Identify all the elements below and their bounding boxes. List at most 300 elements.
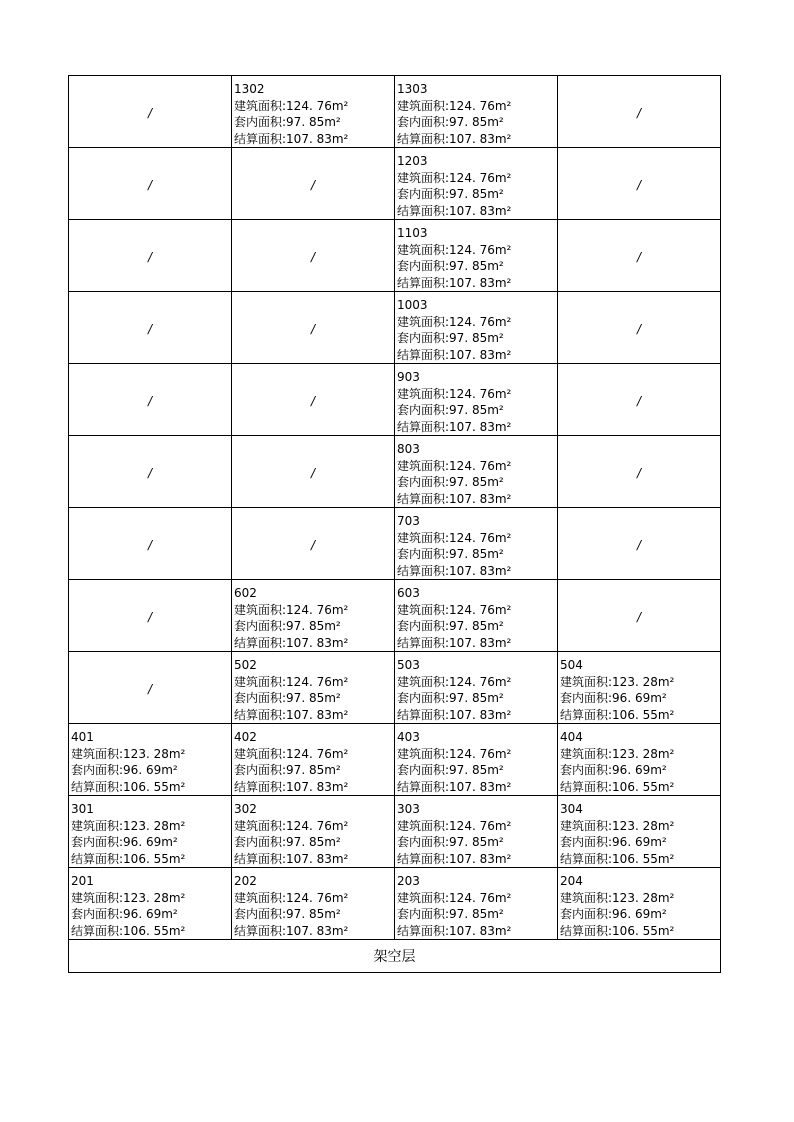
inner-area-value: 97. 85m² [449,331,504,345]
inner-area-value: 96. 69m² [612,763,667,777]
building-area-label: 建筑面积: [397,314,450,329]
inner-area-value: 97. 85m² [449,907,504,921]
settlement-area-label: 结算面积: [71,779,124,794]
building-area-label: 建筑面积: [71,890,124,905]
unit-number: 503 [397,658,420,672]
building-area-line [234,818,394,835]
unit-cell [395,652,558,724]
settlement-area-line [560,923,720,940]
building-area-label: 建筑面积: [560,746,613,761]
empty-cell [558,508,721,580]
settlement-area-value: 107. 83m² [449,923,512,938]
building-area-line [397,242,557,259]
unit-info [397,292,557,363]
inner-area-value: 97. 85m² [286,691,341,705]
settlement-area-line [397,491,557,508]
inner-area-label: 套内面积: [234,115,287,129]
table-row [69,364,721,436]
settlement-area-label: 结算面积: [397,419,450,434]
unit-number: 903 [397,370,420,384]
inner-area-label: 套内面积: [71,835,124,849]
empty-mark: / [310,250,316,264]
unit-cell [395,292,558,364]
building-area-label: 建筑面积: [560,818,613,833]
settlement-area-label: 结算面积: [234,923,287,938]
table-row [69,580,721,652]
inner-area-line [234,690,394,707]
settlement-area-label: 结算面积: [71,851,124,866]
empty-cell [232,508,395,580]
settlement-area-line [560,707,720,724]
settlement-area-line [234,131,394,148]
unit-info [560,868,720,939]
settlement-area-line [397,779,557,796]
settlement-area-value: 107. 83m² [286,851,349,866]
inner-area-value: 97. 85m² [449,547,504,561]
table-row [69,724,721,796]
unit-cell [395,724,558,796]
empty-mark: / [147,250,153,264]
inner-area-line [397,258,557,275]
settlement-area-line [397,563,557,580]
inner-area-value: 96. 69m² [123,907,178,921]
building-area-label: 建筑面积: [234,818,287,833]
settlement-area-value: 107. 83m² [449,275,512,290]
empty-cell [69,364,232,436]
inner-area-value: 97. 85m² [286,907,341,921]
inner-area-value: 96. 69m² [123,835,178,849]
inner-area-label: 套内面积: [397,259,450,273]
settlement-area-line [397,203,557,220]
unit-info [397,220,557,291]
inner-area-label: 套内面积: [397,907,450,921]
empty-mark: / [147,322,153,336]
unit-info [234,868,394,939]
building-area-label: 建筑面积: [397,530,450,545]
empty-cell [69,436,232,508]
inner-area-label: 套内面积: [397,619,450,633]
empty-cell [558,220,721,292]
table-row [69,148,721,220]
inner-area-value: 97. 85m² [449,115,504,129]
settlement-area-value: 107. 83m² [449,707,512,722]
settlement-area-line [397,923,557,940]
unit-cell [232,724,395,796]
inner-area-value: 97. 85m² [449,259,504,273]
unit-number: 1003 [397,298,428,312]
building-area-value: 123. 28m² [612,674,675,689]
empty-mark: / [636,610,642,624]
settlement-area-label: 结算面积: [397,131,450,146]
settlement-area-value: 106. 55m² [612,851,675,866]
empty-cell [232,148,395,220]
unit-info [397,652,557,723]
empty-cell [69,220,232,292]
empty-cell [69,652,232,724]
unit-cell [69,796,232,868]
inner-area-line [71,906,231,923]
inner-area-line [397,402,557,419]
settlement-area-line [397,131,557,148]
settlement-area-line [71,923,231,940]
inner-area-line [560,762,720,779]
settlement-area-line [560,851,720,868]
unit-cell [558,796,721,868]
building-area-line [71,890,231,907]
settlement-area-label: 结算面积: [560,923,613,938]
inner-area-line [234,906,394,923]
unit-cell [558,652,721,724]
settlement-area-value: 106. 55m² [123,851,186,866]
building-area-value: 124. 76m² [449,530,512,545]
empty-mark: / [636,250,642,264]
inner-area-label: 套内面积: [71,907,124,921]
unit-number: 803 [397,442,420,456]
unit-cell [395,436,558,508]
settlement-area-value: 107. 83m² [449,635,512,650]
inner-area-line [397,618,557,635]
unit-cell [395,364,558,436]
settlement-area-value: 106. 55m² [123,779,186,794]
empty-cell [558,76,721,148]
building-area-value: 124. 76m² [449,242,512,257]
settlement-area-line [397,707,557,724]
inner-area-label: 套内面积: [397,187,450,201]
table-row [69,436,721,508]
settlement-area-value: 106. 55m² [123,923,186,938]
unit-number: 401 [71,730,94,744]
inner-area-label: 套内面积: [397,835,450,849]
empty-mark: / [147,106,153,120]
settlement-area-line [397,347,557,364]
inner-area-label: 套内面积: [71,763,124,777]
unit-cell [69,868,232,940]
building-area-value: 124. 76m² [286,818,349,833]
table-row [69,76,721,148]
settlement-area-line [397,635,557,652]
inner-area-line [234,618,394,635]
inner-area-label: 套内面积: [234,763,287,777]
empty-cell [558,292,721,364]
unit-info [234,76,394,147]
inner-area-label: 套内面积: [560,763,613,777]
inner-area-label: 套内面积: [560,835,613,849]
inner-area-label: 套内面积: [234,691,287,705]
inner-area-value: 97. 85m² [286,835,341,849]
empty-mark: / [147,610,153,624]
settlement-area-label: 结算面积: [234,851,287,866]
table-row [69,508,721,580]
inner-area-label: 套内面积: [397,331,450,345]
inner-area-value: 97. 85m² [449,187,504,201]
floor-area-table [68,75,721,973]
settlement-area-value: 107. 83m² [449,851,512,866]
building-area-value: 124. 76m² [449,170,512,185]
building-area-value: 124. 76m² [449,674,512,689]
table-row [69,292,721,364]
settlement-area-label: 结算面积: [71,923,124,938]
inner-area-line [560,906,720,923]
unit-cell [395,796,558,868]
inner-area-line [397,546,557,563]
empty-mark: / [147,466,153,480]
unit-cell [232,796,395,868]
empty-mark: / [636,538,642,552]
building-area-line [560,674,720,691]
unit-info [397,76,557,147]
empty-mark: / [310,178,316,192]
building-area-line [234,890,394,907]
empty-mark: / [636,466,642,480]
settlement-area-label: 结算面积: [234,707,287,722]
settlement-area-value: 107. 83m² [286,923,349,938]
empty-mark: / [636,394,642,408]
building-area-label: 建筑面积: [234,890,287,905]
table-row [69,220,721,292]
inner-area-line [560,690,720,707]
building-area-value: 123. 28m² [123,890,186,905]
empty-mark: / [310,394,316,408]
settlement-area-value: 107. 83m² [286,635,349,650]
unit-number: 403 [397,730,420,744]
empty-mark: / [147,538,153,552]
building-area-label: 建筑面积: [234,746,287,761]
settlement-area-value: 107. 83m² [286,779,349,794]
settlement-area-label: 结算面积: [560,851,613,866]
settlement-area-value: 106. 55m² [612,707,675,722]
building-area-value: 124. 76m² [449,818,512,833]
unit-info [560,796,720,867]
inner-area-label: 套内面积: [397,403,450,417]
empty-mark: / [310,538,316,552]
unit-cell [395,148,558,220]
building-area-label: 建筑面积: [397,386,450,401]
empty-cell [232,220,395,292]
inner-area-label: 套内面积: [397,115,450,129]
building-area-label: 建筑面积: [397,242,450,257]
building-area-value: 123. 28m² [612,746,675,761]
unit-info [71,724,231,795]
settlement-area-label: 结算面积: [397,203,450,218]
unit-info [397,868,557,939]
empty-mark: / [636,178,642,192]
building-area-value: 124. 76m² [449,98,512,113]
building-area-value: 123. 28m² [123,818,186,833]
empty-cell [558,436,721,508]
building-area-line [397,98,557,115]
unit-number: 204 [560,874,583,888]
settlement-area-line [71,851,231,868]
building-area-line [71,746,231,763]
building-area-value: 123. 28m² [612,818,675,833]
building-area-line [397,746,557,763]
empty-mark: / [310,466,316,480]
inner-area-line [397,186,557,203]
table-row [69,652,721,724]
settlement-area-value: 107. 83m² [286,707,349,722]
building-area-value: 124. 76m² [286,746,349,761]
settlement-area-value: 107. 83m² [286,131,349,146]
unit-info [397,148,557,219]
inner-area-label: 套内面积: [560,907,613,921]
inner-area-label: 套内面积: [397,475,450,489]
unit-cell [395,508,558,580]
building-area-label: 建筑面积: [397,458,450,473]
unit-cell [558,868,721,940]
building-area-line [397,530,557,547]
unit-number: 504 [560,658,583,672]
inner-area-label: 套内面积: [397,691,450,705]
unit-number: 502 [234,658,257,672]
building-area-line [397,458,557,475]
empty-cell [232,292,395,364]
settlement-area-label: 结算面积: [397,491,450,506]
inner-area-value: 97. 85m² [449,403,504,417]
unit-info [397,724,557,795]
settlement-area-label: 结算面积: [234,131,287,146]
table-row [69,796,721,868]
building-area-value: 123. 28m² [612,890,675,905]
building-area-label: 建筑面积: [71,818,124,833]
inner-area-value: 96. 69m² [612,835,667,849]
building-area-label: 建筑面积: [397,818,450,833]
unit-info [234,580,394,651]
settlement-area-value: 107. 83m² [449,347,512,362]
unit-number: 602 [234,586,257,600]
inner-area-line [71,762,231,779]
unit-cell [232,76,395,148]
settlement-area-line [397,275,557,292]
unit-number: 302 [234,802,257,816]
inner-area-value: 97. 85m² [449,835,504,849]
footer-row [69,940,721,973]
unit-info [397,364,557,435]
inner-area-line [234,834,394,851]
empty-cell [69,148,232,220]
building-area-value: 124. 76m² [449,746,512,761]
building-area-label: 建筑面积: [234,98,287,113]
unit-number: 402 [234,730,257,744]
settlement-area-line [234,707,394,724]
settlement-area-label: 结算面积: [234,635,287,650]
building-area-line [234,674,394,691]
building-area-value: 124. 76m² [286,98,349,113]
settlement-area-value: 107. 83m² [449,419,512,434]
building-area-value: 124. 76m² [286,674,349,689]
building-area-line [397,674,557,691]
settlement-area-line [397,851,557,868]
building-area-label: 建筑面积: [234,674,287,689]
settlement-area-label: 结算面积: [397,707,450,722]
inner-area-line [234,762,394,779]
building-area-label: 建筑面积: [71,746,124,761]
unit-info [71,796,231,867]
unit-number: 703 [397,514,420,528]
settlement-area-label: 结算面积: [397,275,450,290]
unit-number: 404 [560,730,583,744]
empty-mark: / [636,322,642,336]
building-area-value: 124. 76m² [449,890,512,905]
building-area-label: 建筑面积: [560,890,613,905]
inner-area-line [397,906,557,923]
building-area-label: 建筑面积: [397,170,450,185]
settlement-area-label: 结算面积: [560,707,613,722]
unit-info [397,580,557,651]
unit-cell [232,868,395,940]
building-area-label: 建筑面积: [397,674,450,689]
inner-area-value: 97. 85m² [449,691,504,705]
inner-area-label: 套内面积: [234,907,287,921]
inner-area-label: 套内面积: [397,547,450,561]
building-area-line [234,98,394,115]
building-area-line [560,890,720,907]
empty-mark: / [147,178,153,192]
unit-cell [395,76,558,148]
unit-number: 303 [397,802,420,816]
settlement-area-line [234,635,394,652]
empty-cell [558,364,721,436]
unit-cell [395,220,558,292]
unit-number: 304 [560,802,583,816]
building-area-label: 建筑面积: [234,602,287,617]
inner-area-line [397,762,557,779]
settlement-area-label: 结算面积: [234,779,287,794]
building-area-value: 123. 28m² [123,746,186,761]
unit-cell [395,580,558,652]
building-area-value: 124. 76m² [449,386,512,401]
unit-cell [69,724,232,796]
building-area-label: 建筑面积: [397,98,450,113]
building-area-line [397,314,557,331]
empty-mark: / [147,394,153,408]
building-area-value: 124. 76m² [449,314,512,329]
table-row [69,868,721,940]
empty-cell [232,364,395,436]
empty-cell [69,508,232,580]
empty-cell [69,580,232,652]
unit-info [234,652,394,723]
settlement-area-label: 结算面积: [397,779,450,794]
building-area-value: 124. 76m² [449,458,512,473]
inner-area-value: 97. 85m² [449,475,504,489]
unit-info [397,796,557,867]
unit-number: 1302 [234,82,265,96]
unit-number: 1303 [397,82,428,96]
settlement-area-value: 107. 83m² [449,131,512,146]
building-area-line [560,818,720,835]
settlement-area-value: 107. 83m² [449,491,512,506]
unit-number: 603 [397,586,420,600]
building-area-line [397,818,557,835]
building-area-line [397,386,557,403]
inner-area-value: 97. 85m² [449,619,504,633]
inner-area-line [397,474,557,491]
building-area-value: 124. 76m² [449,602,512,617]
settlement-area-line [234,779,394,796]
settlement-area-label: 结算面积: [397,923,450,938]
unit-number: 1203 [397,154,428,168]
inner-area-line [397,114,557,131]
inner-area-line [397,330,557,347]
inner-area-line [71,834,231,851]
building-area-label: 建筑面积: [397,890,450,905]
unit-cell [558,724,721,796]
inner-area-line [397,690,557,707]
empty-mark: / [147,682,153,696]
inner-area-value: 96. 69m² [612,691,667,705]
inner-area-label: 套内面积: [560,691,613,705]
settlement-area-line [560,779,720,796]
